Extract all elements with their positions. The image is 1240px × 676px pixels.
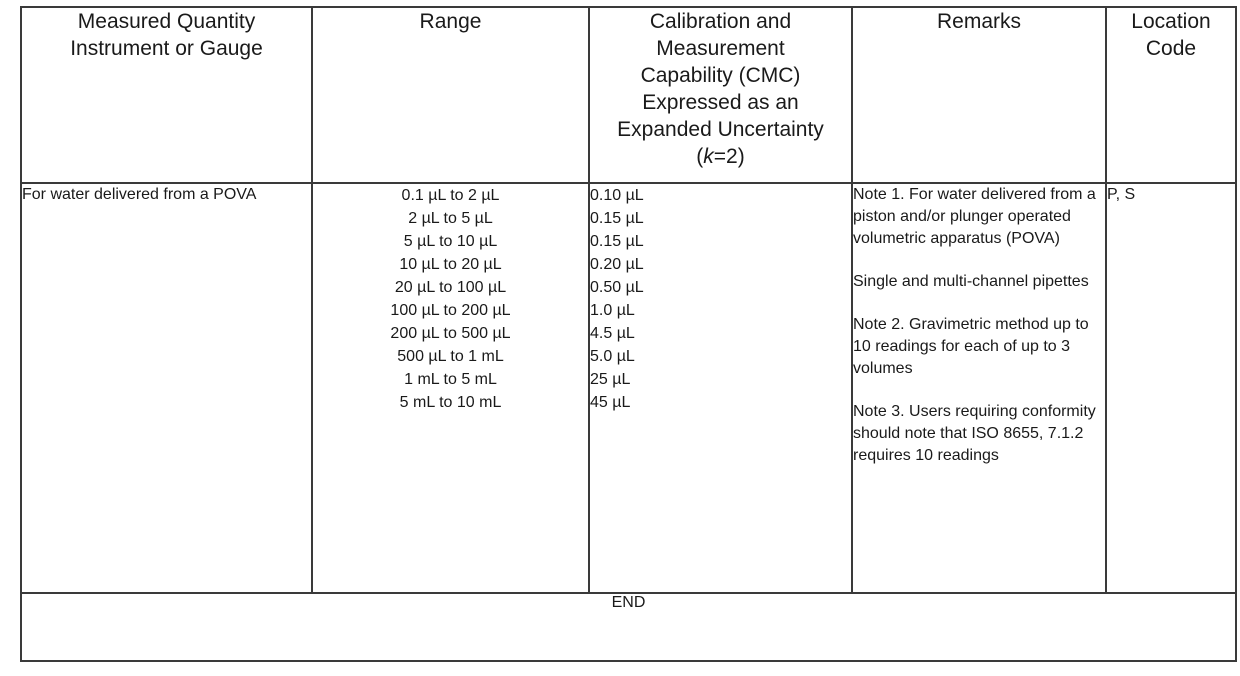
cmc-item: 0.15 µL: [590, 210, 644, 227]
end-label: END: [21, 593, 1236, 661]
remark-note-3: Note 3. Users requiring conformity should note that ISO 8655, 7.1.2 requires 10 readings: [853, 403, 1096, 464]
range-item: 5 µL to 10 µL: [403, 233, 498, 250]
range-cell: [312, 183, 589, 593]
cmc-item: 0.10 µL: [590, 187, 644, 204]
header-cmc: Calibration and Measurement Capability (CMC) Expressed as an Expanded Uncertainty (k=2): [589, 7, 852, 183]
header-remarks: Remarks: [852, 7, 1106, 183]
header-row: [21, 7, 1236, 183]
range-item: 5 mL to 10 mL: [399, 394, 502, 411]
header-location-code: Location Code: [1106, 7, 1236, 183]
cmc-item: 0.20 µL: [590, 256, 644, 273]
remark-note-1: Note 1. For water delivered from a piston and/or plunger operated volumetric apparatus (POVA): [853, 186, 1096, 247]
cmc-item: 4.5 µL: [590, 325, 635, 342]
range-item: 0.1 µL to 2 µL: [401, 187, 500, 204]
header-cmc-k: (k=2): [696, 145, 745, 168]
range-item: 2 µL to 5 µL: [408, 210, 493, 227]
range-item: 1 mL to 5 mL: [404, 371, 497, 388]
range-item: 100 µL to 200 µL: [390, 302, 511, 319]
range-item: 10 µL to 20 µL: [399, 256, 502, 273]
cmc-item: 5.0 µL: [590, 348, 635, 365]
cmc-item: 45 µL: [590, 394, 631, 411]
header-range: Range: [312, 7, 589, 183]
location-cell: P, S: [1106, 183, 1236, 593]
range-item: 20 µL to 100 µL: [394, 279, 507, 296]
cmc-item: 1.0 µL: [590, 302, 635, 319]
scope-table: [20, 6, 1237, 662]
remarks-cell: [852, 183, 1106, 593]
cmc-item: 0.50 µL: [590, 279, 644, 296]
cmc-cell: [589, 183, 852, 593]
end-row: [21, 593, 1236, 661]
range-item: 200 µL to 500 µL: [390, 325, 511, 342]
remark-note-2: Note 2. Gravimetric method up to 10 readings for each of up to 3 volumes: [853, 316, 1089, 377]
cmc-item: 25 µL: [590, 371, 631, 388]
quantity-cell: For water delivered from a POVA: [21, 183, 312, 593]
header-measured-quantity: Measured Quantity Instrument or Gauge: [21, 7, 312, 183]
remark-pipettes: Single and multi-channel pipettes: [853, 273, 1089, 290]
range-item: 500 µL to 1 mL: [397, 348, 504, 365]
table-row: [21, 183, 1236, 593]
cmc-item: 0.15 µL: [590, 233, 644, 250]
